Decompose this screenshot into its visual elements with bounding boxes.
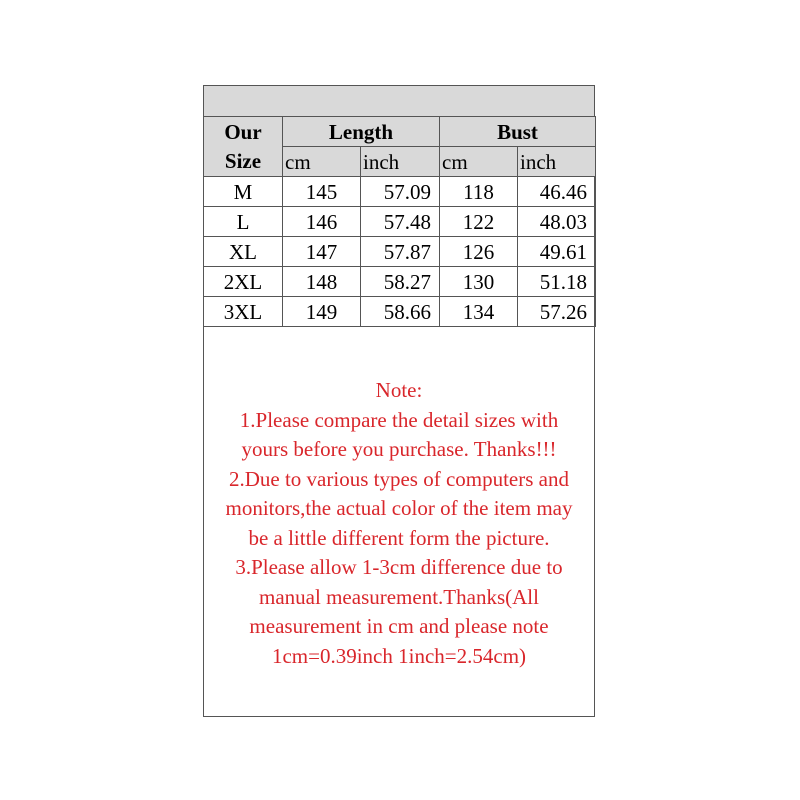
length-inch-header: inch [361, 147, 440, 177]
note-line: 2.Due to various types of computers and [228, 466, 569, 491]
length-header: Length [283, 117, 440, 147]
table-row [204, 177, 596, 207]
length-cm-value: 147 [283, 237, 361, 267]
table-row [204, 297, 596, 327]
size-label: 3XL [204, 297, 283, 327]
note-line: monitors,the actual color of the item may [225, 496, 573, 520]
bust-inch-value: 51.18 [518, 267, 596, 297]
length-inch-value: 57.87 [361, 237, 440, 267]
table-row [204, 237, 596, 267]
length-inch-value: 57.48 [361, 207, 440, 237]
our-size-header-line1: Our [224, 119, 262, 144]
bust-cm-value: 126 [440, 237, 518, 267]
our-size-header [204, 117, 283, 177]
length-cm-header: cm [283, 147, 361, 177]
size-chart [203, 85, 595, 717]
size-label: XL [204, 237, 283, 267]
length-cm-value: 149 [283, 297, 361, 327]
bust-cm-value: 122 [440, 207, 518, 237]
note-line: manual measurement.Thanks(All [259, 584, 539, 609]
bust-inch-value: 57.26 [518, 297, 596, 327]
length-inch-value: 58.66 [361, 297, 440, 327]
length-inch-value: 58.27 [361, 267, 440, 297]
table-header-row-1 [204, 117, 596, 147]
bust-cm-header: cm [440, 147, 518, 177]
note-title: Note: [375, 378, 423, 402]
our-size-header-line2: Size [224, 148, 262, 173]
note-line: 3.Please allow 1-3cm difference due to [235, 555, 563, 579]
bust-inch-value: 46.46 [518, 177, 596, 207]
length-cm-value: 148 [283, 267, 361, 297]
note-line: yours before you purchase. Thanks!!! [241, 437, 557, 461]
note-line: measurement in cm and please note [249, 614, 549, 638]
length-cm-value: 145 [283, 177, 361, 207]
table-row [204, 207, 596, 237]
bust-inch-header: inch [518, 147, 596, 177]
note-line: 1cm=0.39inch 1inch=2.54cm) [271, 643, 527, 668]
size-label: M [204, 177, 283, 207]
length-inch-value: 57.09 [361, 177, 440, 207]
length-cm-value: 146 [283, 207, 361, 237]
bust-inch-value: 49.61 [518, 237, 596, 267]
note-block [204, 376, 594, 671]
bust-inch-value: 48.03 [518, 207, 596, 237]
size-label: 2XL [204, 267, 283, 297]
note-line: 1.Please compare the detail sizes with [239, 407, 559, 432]
size-table [203, 116, 596, 327]
note-line: be a little different form the picture. [248, 525, 550, 550]
bust-cm-value: 118 [440, 177, 518, 207]
bust-cm-value: 130 [440, 267, 518, 297]
header-band [204, 86, 594, 117]
bust-header: Bust [440, 117, 596, 147]
table-row [204, 267, 596, 297]
bust-cm-value: 134 [440, 297, 518, 327]
size-label: L [204, 207, 283, 237]
